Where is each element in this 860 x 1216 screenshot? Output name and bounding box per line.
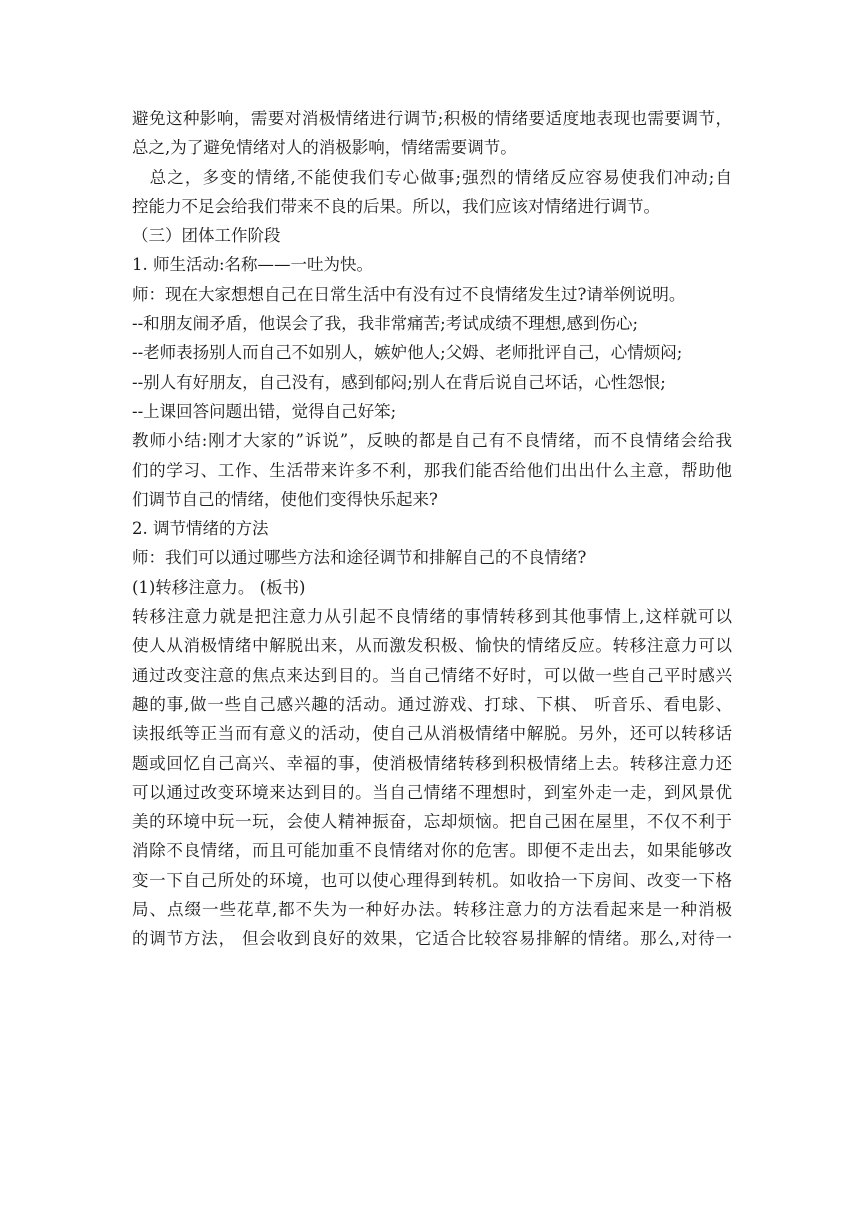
paragraph-line: 总之,为了避免情绪对人的消极影响，情绪需要调节。 [132, 138, 517, 158]
paragraph-line: 的调节方法， 但会收到良好的效果，它适合比较容易排解的情绪。那么,对待一 [132, 929, 732, 949]
paragraph-line: 局、点缀一些花草,都不失为一种好办法。转移注意力的方法看起来是一种消极 [132, 900, 732, 920]
paragraph-line: 避免这种影响，需要对消极情绪进行调节;积极的情绪要适度地表现也需要调节， [132, 109, 732, 128]
paragraph-line: 转移注意力就是把注意力从引起不良情绪的事情转移到其他事情上,这样就可以 [132, 607, 732, 627]
dialogue-line: --和朋友闹矛盾，他误会了我，我非常痛苦;考试成绩不理想,感到伤心; [132, 314, 639, 334]
paragraph-line: 美的环境中玩一玩，会使人精神振奋，忘却烦恼。把自己困在屋里，不仅不利于 [132, 812, 732, 832]
numbered-item-heading: 1. 师生活动:名称——一吐为快。 [132, 255, 374, 275]
paragraph-line: 通过改变注意的焦点来达到目的。当自己情绪不好时，可以做一些自己平时感兴 [132, 665, 732, 685]
paragraph-line: 教师小结:刚才大家的”诉说”，反映的都是自己有不良情绪，而不良情绪会给我 [132, 431, 732, 451]
subsection-heading: (1)转移注意力。 (板书) [132, 577, 306, 597]
paragraph-line: 总之，多变的情绪,不能使我们专心做事;强烈的情绪反应容易使我们冲动;自 [132, 167, 732, 187]
paragraph-line: 们调节自己的情绪，使他们变得快乐起来? [132, 489, 438, 509]
paragraph-line: 们的学习、工作、生活带来许多不利，那我们能否给他们出出什么主意，帮助他 [132, 460, 732, 480]
paragraph-line: 师：我们可以通过哪些方法和途径调节和排解自己的不良情绪? [132, 548, 587, 568]
paragraph-line: 师：现在大家想想自己在日常生活中有没有过不良情绪发生过?请举例说明。 [132, 284, 686, 304]
section-heading: （三）团体工作阶段 [132, 226, 281, 246]
numbered-item-heading: 2. 调节情绪的方法 [132, 519, 269, 539]
paragraph-line: 消除不良情绪，而且可能加重不良情绪对你的危害。即便不走出去，如果能够改 [132, 841, 732, 861]
paragraph-line: 使人从消极情绪中解脱出来，从而激发积极、愉快的情绪反应。转移注意力可以 [132, 636, 732, 656]
paragraph-line: 读报纸等正当而有意义的活动，使自己从消极情绪中解脱。另外，还可以转移话 [132, 724, 732, 744]
paragraph-line: 控能力不足会给我们带来不良的后果。所以，我们应该对情绪进行调节。 [132, 196, 660, 216]
paragraph-line: 题或回忆自己高兴、幸福的事，使消极情绪转移到积极情绪上去。转移注意力还 [132, 753, 732, 773]
paragraph-line: 可以通过改变环境来达到目的。当自己情绪不理想时，到室外走一走，到风景优 [132, 782, 732, 802]
dialogue-line: --老师表扬别人而自己不如别人，嫉妒他人;父姆、老师批评自己，心情烦闷; [132, 343, 683, 363]
paragraph-line: 变一下自己所处的环境，也可以使心理得到转机。如收拾一下房间、改变一下格 [132, 870, 732, 890]
dialogue-line: --上课回答问题出错，觉得自己好笨; [132, 401, 397, 421]
document-body [132, 104, 732, 954]
dialogue-line: --别人有好朋友，自己没有，感到郁闷;别人在背后说自己坏话，心性怨恨; [132, 372, 666, 392]
paragraph-line: 趣的事,做一些自己感兴趣的活动。通过游戏、打球、下棋、 听音乐、看电影、 [132, 694, 732, 714]
